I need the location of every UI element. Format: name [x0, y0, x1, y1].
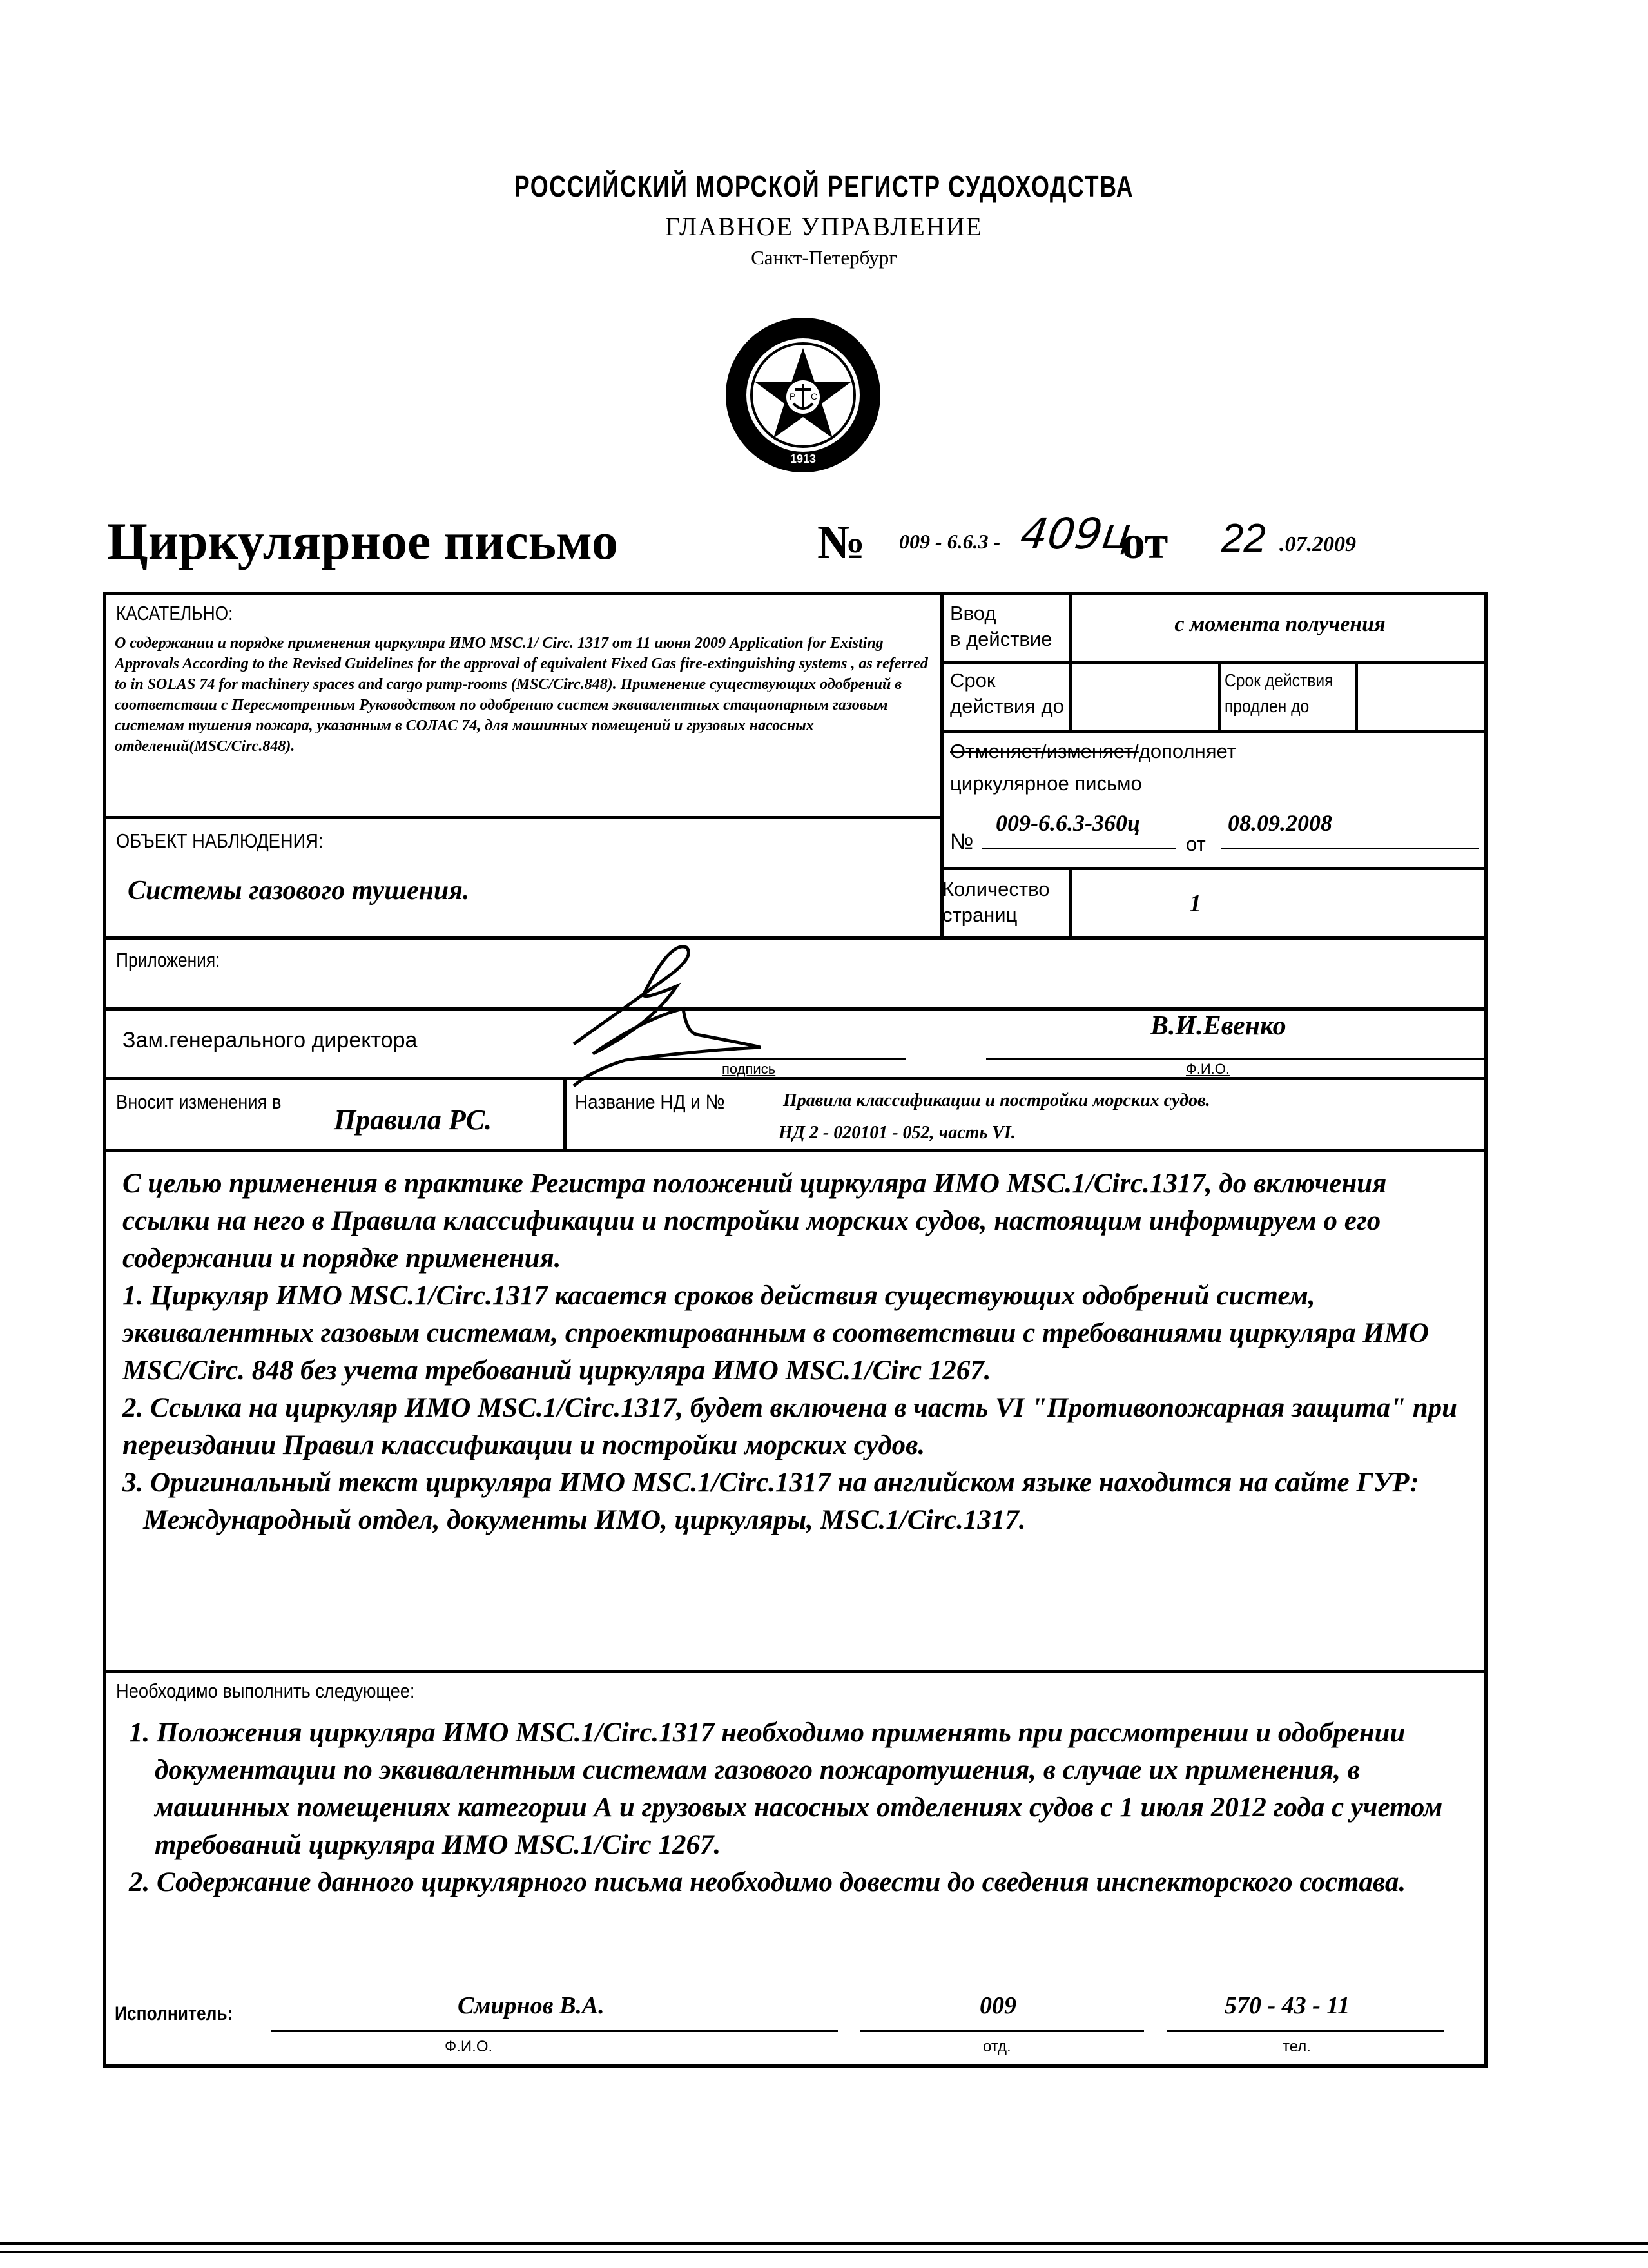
object-value: Системы газового тушения.	[128, 876, 470, 906]
effective-value: с момента получения	[1174, 612, 1386, 636]
pages-value: 1	[1189, 890, 1201, 917]
extended-value	[1358, 664, 1484, 730]
struck-text: Отменяет/изменяет/	[950, 740, 1139, 762]
executor-dept: 009	[980, 1992, 1016, 2019]
organization-name: РОССИЙСКИЙ МОРСКОЙ РЕГИСТР СУДОХОДСТВА	[514, 170, 1134, 203]
department-name: ГЛАВНОЕ УПРАВЛЕНИЕ	[664, 212, 984, 241]
ref-date: 08.09.2008	[1228, 810, 1332, 836]
city: Санкт-Петербург	[751, 246, 897, 269]
pages-label	[942, 877, 1049, 928]
signatory-position: Зам.генерального директора	[122, 1028, 418, 1052]
extended-label-line1: Срок действия	[1225, 670, 1333, 690]
svg-text:Р: Р	[790, 391, 796, 402]
validity-value	[1072, 664, 1218, 730]
regarding-text: О содержании и порядке применения циркуляра ИМО MSC.1/ Circ. 1317 от 11 июня 2009 Application for Existing Approvals According to the Revised Guidelines for the approval of equivalent Fixed Gas fire-extinguishing systems , as referred to in SOLAS 74 for machinery spaces and cargo pump-rooms (MSC/Circ.848). Применение существующих одобрений в соответствии с Пересмотренным Руководством по одобрению систем эквивалентных стационарным газовым системам тушения пожара, указанным в СОЛАС 74, для машинных помещений и грузовых насосных отделений(MSC/Circ.848).	[115, 635, 928, 755]
validity-label	[950, 668, 1064, 719]
date-printed: .07.2009	[1279, 532, 1356, 556]
body-paragraph: 3. Оригинальный текст циркуляра ИМО MSC.1/Circ.1317 на английском языке находится на сайте ГУР: Международный отдел, документы ИМО, циркуляры, MSC.1/Circ.1317.	[122, 1468, 1419, 1535]
body-text	[122, 1165, 1469, 1539]
action-item: 1. Положения циркуляра ИМО MSC.1/Circ.1317 необходимо применять при рассмотрении и одобрении документации по эквивалентным системам газового пожаротушения, в случае их применения, в машинных помещениях категории А и грузовых насосных отделениях судов с 1 июля 2012 года с учетом требований циркуляра ИМО MSC.1/Circ 1267.	[129, 1718, 1443, 1860]
extended-label-line2: продлен до	[1225, 696, 1310, 716]
effective-label	[950, 601, 1052, 652]
nd-number: НД 2 - 020101 - 052, часть VI.	[779, 1123, 1016, 1143]
from-label: от	[1121, 516, 1168, 569]
svg-text:С: С	[811, 391, 818, 402]
supplements-label	[950, 739, 1236, 764]
bottom-rule-thin	[0, 2251, 1648, 2253]
changes-value: Правила РС.	[334, 1104, 492, 1136]
supplements-word: дополняет	[1138, 740, 1236, 762]
ref-number: 009-6.6.3-360ц	[996, 810, 1140, 836]
object-label: ОБЪЕКТ НАБЛЮДЕНИЯ:	[116, 829, 324, 852]
number-sign: №	[817, 516, 866, 569]
executor-label: Исполнитель:	[115, 2003, 233, 2024]
executor-dept-caption: отд.	[983, 2038, 1011, 2055]
body-paragraph: 2. Ссылка на циркуляр ИМО MSC.1/Circ.1317, будет включена в часть VI "Противопожарная защита" при переиздании Правил классификации и постройки морских судов.	[122, 1393, 1458, 1460]
day-handwritten: 22	[1221, 516, 1266, 561]
executor-name: Смирнов В.А.	[458, 1992, 605, 2019]
executor-name-caption: Ф.И.О.	[445, 2038, 493, 2055]
executor-phone: 570 - 43 - 11	[1225, 1992, 1350, 2019]
pages-label-line2: страниц	[942, 904, 1018, 926]
actions-label: Необходимо выполнить следующее:	[116, 1680, 415, 1702]
signature	[567, 941, 902, 1089]
attachments-label: Приложения:	[116, 949, 220, 971]
number-printed: 009 - 6.6.3 -	[899, 530, 1001, 553]
executor-phone-caption: тел.	[1283, 2038, 1311, 2055]
pages-label-line1: Количество	[942, 878, 1050, 900]
document-title: Циркулярное письмо	[107, 512, 618, 570]
extended-label	[1225, 668, 1333, 719]
number-handwritten: 409ц	[1017, 509, 1135, 559]
effective-label-line1: Ввод	[950, 602, 996, 625]
regarding-label: КАСАТЕЛЬНО:	[116, 602, 233, 625]
name-caption: Ф.И.О.	[1186, 1061, 1230, 1077]
register-emblem-icon	[722, 315, 884, 476]
body-paragraph: 1. Циркуляр ИМО MSC.1/Circ.1317 касается сроков действия существующих одобрений систем, эквивалентных газовым системам, спроектированным в соответствии с требованиями циркуляра ИМО MSC/Circ. 848 без учета требований циркуляра ИМО MSC.1/Circ 1267.	[122, 1281, 1430, 1386]
effective-label-line2: в действие	[950, 628, 1052, 650]
svg-text:1913: 1913	[790, 452, 817, 465]
action-item: 2. Содержание данного циркулярного письма необходимо довести до сведения инспекторского состава.	[129, 1867, 1406, 1897]
actions-list	[129, 1714, 1457, 1901]
nd-value: Правила классификации и постройки морских судов.	[783, 1090, 1210, 1110]
validity-label-line2: действия до	[950, 695, 1064, 717]
ref-number-sign: №	[950, 829, 974, 854]
changes-label: Вносит изменения в	[116, 1090, 282, 1113]
nd-label: Название НД и №	[575, 1090, 725, 1113]
signature-caption: подпись	[722, 1061, 776, 1077]
validity-label-line1: Срок	[950, 669, 996, 692]
ref-from-label: от	[1186, 833, 1206, 855]
bottom-rule	[0, 2242, 1648, 2245]
supplements-label2: циркулярное письмо	[950, 772, 1142, 795]
body-paragraph: С целью применения в практике Регистра положений циркуляра ИМО MSC.1/Circ.1317, до включения ссылки на него в Правила классификации и постройки морских судов, настоящим информируем о его содержании и порядке применения.	[122, 1168, 1387, 1274]
signatory-name: В.И.Евенко	[1150, 1011, 1286, 1041]
